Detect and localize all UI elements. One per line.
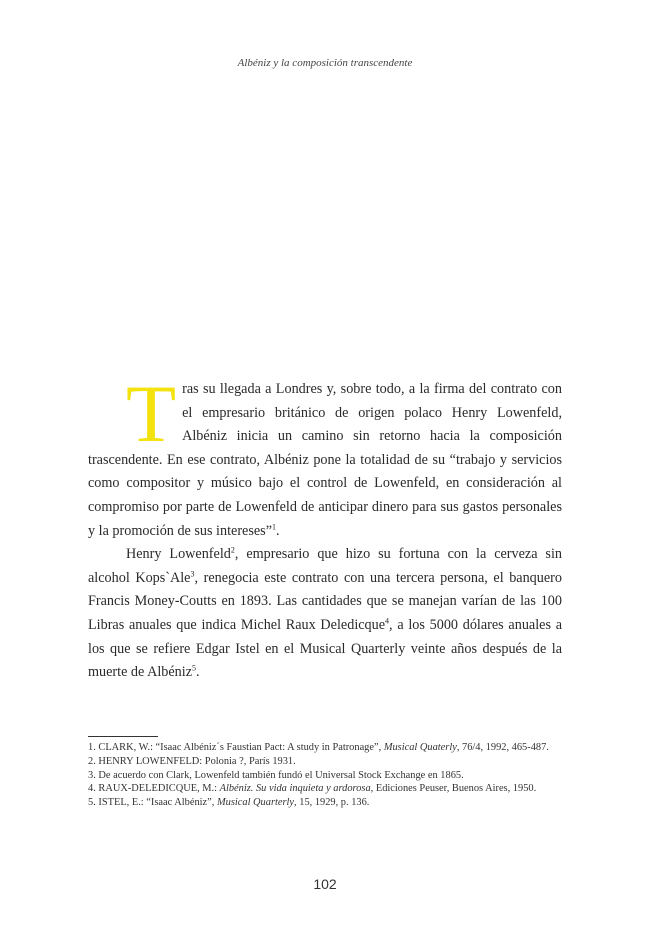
drop-cap: T <box>126 368 177 459</box>
footnote-5-text-a: 5. ISTEL, E.: “Isaac Albéniz”, <box>88 797 217 809</box>
footnote-1 <box>88 741 562 755</box>
paragraph-2 <box>88 543 562 685</box>
footnote-2: 2. HENRY LOWENFELD: Polonia ?, París 1931. <box>88 755 296 767</box>
footnote-1-text-a: 1. CLARK, W.: “Isaac Albéniz´s Faustian Pact: A study in Patronage”, <box>88 742 384 753</box>
footnote-4 <box>88 782 562 796</box>
footnote-ref-4[interactable]: 4 <box>385 616 390 626</box>
running-head: Albéniz y la composición transcendente <box>237 57 413 69</box>
paragraph-1-text: ras su llegada a Londres y, sobre todo, a la firma del contrato con el empresario británico de origen polaco Henry Lowenfeld, Albéniz inicia un camino sin retorno hacia la composición trascendente. En ese contrato, Albéniz pone la totalidad de su “trabajo y servicios como compositor y músico bajo el control de Lowenfeld, en consideración al compromiso por parte de Lowenfeld de anticipar dinero para sus gastos personales y la promoción de sus intereses” <box>88 381 562 539</box>
footnote-ref-3[interactable]: 3 <box>190 569 195 579</box>
paragraph-2-text-a: Henry Lowenfeld <box>126 546 231 563</box>
footnote-1-text-b: , 76/4, 1992, 465-487. <box>456 742 549 753</box>
paragraph-2-text-b: , empresario que hizo su fortuna con la cerveza sin alcohol Kops`Ale <box>88 546 562 586</box>
paragraph-2-text-c: , renegocia este contrato con una tercera persona, el banquero Francis Money-Coutts en 1893. Las cantidades que se manejan varían de las 100 Libras anuales que indica Michel Raux Deledicque <box>88 569 562 633</box>
footnote-4-text-b: , Ediciones Peuser, Buenos Aires, 1950. <box>370 783 537 795</box>
footnote-ref-2[interactable]: 2 <box>230 545 235 555</box>
footnote-5-text-b: , 15, 1929, p. 136. <box>294 797 370 809</box>
footnote-5 <box>88 796 562 810</box>
body-text <box>88 368 562 685</box>
footnote-5-italic: Musical Quarterly <box>216 797 295 809</box>
footnote-3: 3. De acuerdo con Clark, Lowenfeld también fundó el Universal Stock Exchange en 1865. <box>88 769 464 781</box>
footnote-1-italic: Musical Quaterly <box>383 742 457 753</box>
paragraph-1 <box>88 368 562 543</box>
footnote-ref-5[interactable]: 5 <box>192 663 197 673</box>
footnote-separator <box>88 736 158 737</box>
footnotes <box>88 741 562 810</box>
paragraph-1-end: . <box>276 522 280 539</box>
page-number: 102 <box>313 876 337 892</box>
paragraph-2-end: . <box>196 664 200 681</box>
paragraph-2-text-d: , a los 5000 dólares anuales a los que se refiere Edgar Istel en el Musical Quarterly veinte años después de la muerte de Albéniz <box>88 616 562 681</box>
footnote-4-text-a: 4. RAUX-DELEDICQUE, M.: <box>88 783 220 795</box>
footnote-4-italic: Albéniz. Su vida inquieta y ardorosa <box>219 783 371 795</box>
footnote-ref-1[interactable]: 1 <box>272 521 276 531</box>
